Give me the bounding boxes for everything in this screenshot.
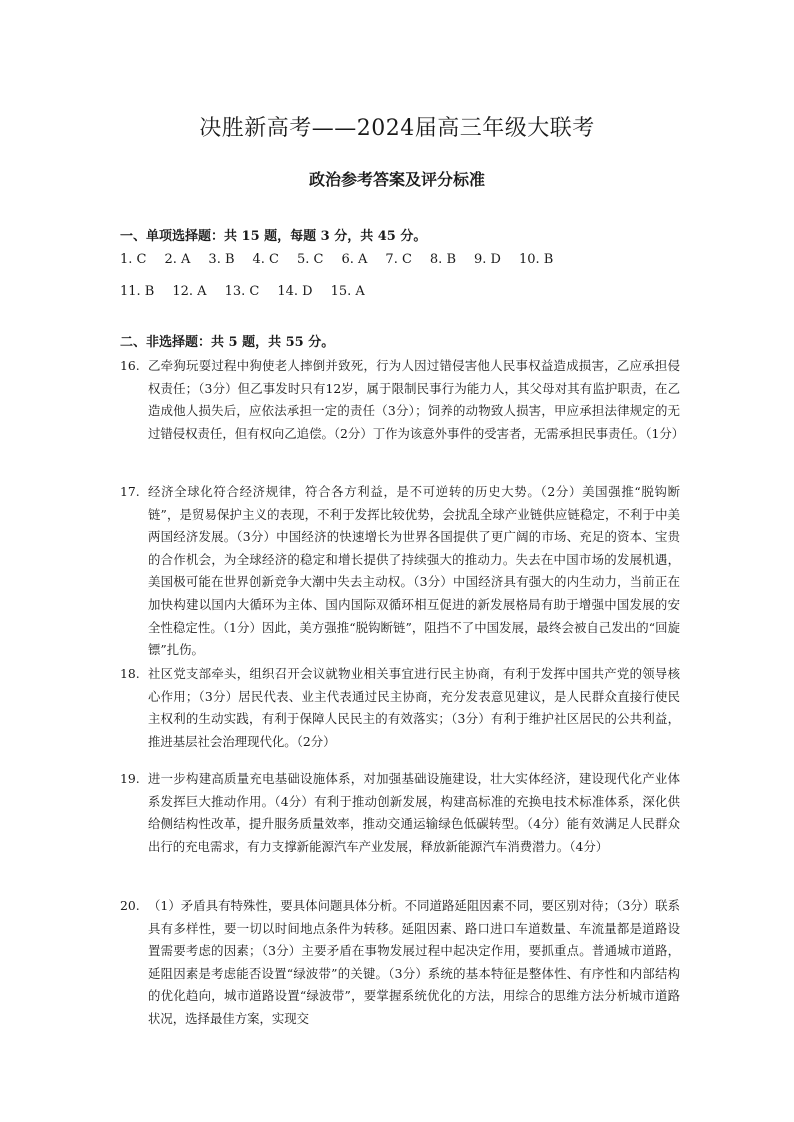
page-subtitle: 政治参考答案及评分标准 [308, 170, 485, 189]
answer-item: 6. A [341, 252, 368, 267]
answer-item: 8. B [429, 252, 456, 267]
question-number: 17. [120, 484, 140, 499]
question-answer-text: （1）矛盾具有特殊性，要具体问题具体分析。不同道路延阻因素不同，要区别对待；（3分）联系具有多样性，要一切以时间地点条件为转移。延阻因素、路口进口车道数量、车流量都是道路设置需要考虑的因素；（3分）主要矛盾在事物发展过程中起决定作用，要抓重点。普通城市道路，延阻因素是考虑能否设置“绿波带”的关键。（3分）系统的基本特征是整体性、有序性和内部结构的优化趋向，城市道路设置“绿波带”，要掌握系统优化的方法，用综合的思维方法分析城市道路状况，选择最佳方案，实现交 [148, 898, 680, 1026]
answer-item: 3. B [208, 252, 235, 267]
question-answer-text: 经济全球化符合经济规律，符合各方利益，是不可逆转的历史大势。（2分）美国强推“脱钩断链”，是贸易保护主义的表现，不利于发挥比较优势，会扰乱全球产业链供应链稳定，不利于中美两国经济发展。（3分）中国经济的快速增长为世界各国提供了更广阔的市场、充足的资本、宝贵的合作机会，为全球经济的稳定和增长提供了持续强大的推动力。失去在中国市场的发展机遇，美国极可能在世界创新竞争大潮中失去主动权。（3分）中国经济具有强大的内生动力，当前正在加快构建以国内大循环为主体、国内国际双循环相互促进的新发展格局有助于增强中国发展的安全性稳定性。（1分）因此，美方强推“脱钩断链”，阻挡不了中国发展，最终会被自己发出的“回旋镖”扎伤。 [148, 484, 680, 658]
question-18 [120, 663, 680, 753]
question-17 [120, 481, 680, 662]
answer-item: 9. D [474, 252, 501, 267]
section2-heading: 二、非选择题：共 5 题，共 55 分。 [120, 335, 335, 350]
question-number: 20. [120, 898, 140, 913]
question-number: 16. [120, 358, 140, 373]
answer-item: 4. C [252, 252, 279, 267]
question-answer-text: 乙牵狗玩耍过程中狗使老人摔倒并致死，行为人因过错侵害他人民事权益造成损害，乙应承担侵权责任；（3分）但乙事发时只有12岁，属于限制民事行为能力人，其父母对其有监护职责，在乙造成他人损失后，应依法承担一定的责任（3分）；饲养的动物致人损害，甲应承担法律规定的无过错侵权责任，但有权向乙追偿。（2分）丁作为该意外事件的受害者，无需承担民事责任。（1分） [148, 358, 685, 441]
answer-item: 12. A [172, 284, 207, 299]
question-19 [120, 768, 680, 858]
answer-item: 7. C [385, 252, 412, 267]
question-16 [120, 355, 685, 445]
question-number: 18. [120, 666, 140, 681]
answer-item: 13. C [224, 284, 260, 299]
answer-row-1 [120, 250, 571, 270]
answer-item: 15. A [330, 284, 365, 299]
question-answer-text: 社区党支部牵头，组织召开会议就物业相关事宜进行民主协商，有利于发挥中国共产党的领导核心作用；（3分）居民代表、业主代表通过民主协商，充分发表意见建议，是人民群众直接行使民主权利的生动实践，有利于保障人民民主的有效落实；（3分）有利于维护社区居民的公共利益，推进基层社会治理现代化。（2分） [148, 666, 680, 749]
answer-row-2 [120, 282, 383, 302]
answer-item: 5. C [297, 252, 324, 267]
answer-item: 10. B [518, 252, 554, 267]
answer-item: 2. A [164, 252, 191, 267]
answer-item: 1. C [120, 252, 147, 267]
page-title: 决胜新高考——2024届高三年级大联考 [199, 116, 595, 141]
section1-heading: 一、单项选择题：共 15 题，每题 3 分，共 45 分。 [120, 229, 427, 244]
question-20 [120, 895, 680, 1031]
question-number: 19. [120, 771, 140, 786]
answer-item: 11. B [120, 284, 155, 299]
question-answer-text: 进一步构建高质量充电基础设施体系，对加强基础设施建设，壮大实体经济，建设现代化产业体系发挥巨大推动作用。（4分）有利于推动创新发展，构建高标准的充换电技术标准体系，深化供给侧结构性改革，提升服务质量效率，推动交通运输绿色低碳转型。（4分）能有效满足人民群众出行的充电需求，有力支撑新能源汽车产业发展，释放新能源汽车消费潜力。（4分） [148, 771, 680, 854]
answer-item: 14. D [277, 284, 313, 299]
